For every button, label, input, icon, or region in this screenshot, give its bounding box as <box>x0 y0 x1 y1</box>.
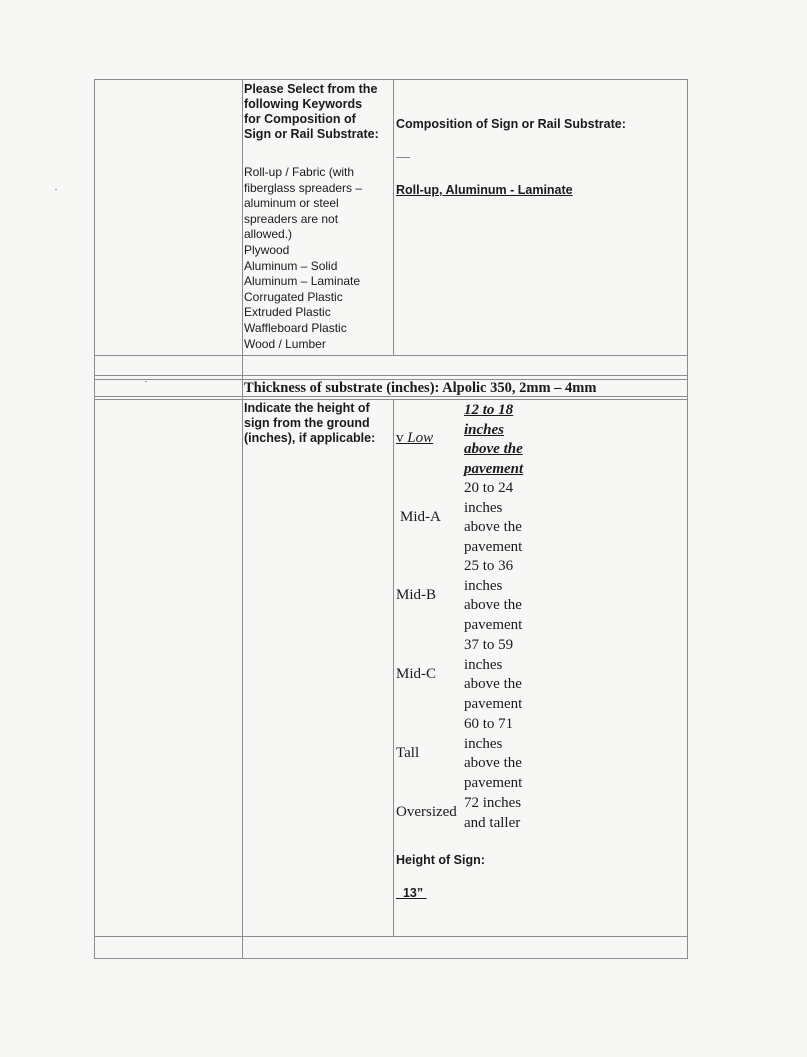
checkmark-v: v <box>396 430 408 446</box>
keyword-item: aluminum or steel <box>244 196 339 211</box>
prompt-line: (inches), if applicable: <box>244 431 376 445</box>
height-option-mid-c-desc <box>464 636 522 714</box>
height-option-tall: Tall <box>396 745 420 761</box>
prompt-line: Please Select from the <box>244 82 378 96</box>
desc-line: inches <box>464 577 503 594</box>
height-option-mid-b-desc <box>464 557 522 635</box>
desc-line: 60 to 71 <box>464 716 514 732</box>
height-answer-value <box>396 886 427 901</box>
height-option-mid-c: Mid-C <box>396 666 437 682</box>
height-prompt <box>244 401 375 446</box>
keyword-item: Aluminum – Laminate <box>244 274 361 289</box>
scan-speck <box>145 381 147 382</box>
desc-line: pavement <box>464 774 523 791</box>
keyword-item: Waffleboard Plastic <box>244 320 347 335</box>
prompt-line: for Composition of <box>244 112 356 126</box>
table-border-top <box>94 79 688 80</box>
height-answer-label: Height of Sign: <box>396 853 485 867</box>
desc-line: and taller <box>464 814 521 831</box>
height-value: 13” <box>402 886 424 900</box>
desc-line: above the <box>464 519 522 535</box>
height-option-low <box>396 429 433 449</box>
option-name-low: Low <box>407 430 434 446</box>
desc-line: 25 to 36 <box>464 558 514 574</box>
desc-line: 37 to 59 <box>464 637 514 653</box>
keyword-item: spreaders are not <box>244 211 339 226</box>
keyword-item: Roll-up / Fabric (with <box>244 165 355 179</box>
height-option-oversized: Oversized <box>396 804 457 820</box>
height-option-mid-a: Mid-A <box>400 509 441 525</box>
desc-line: inches <box>464 421 505 438</box>
composition-keyword-list <box>244 165 362 352</box>
desc-line: inches <box>464 656 503 673</box>
table-border-left <box>94 79 95 959</box>
desc-line: 20 to 24 <box>464 480 514 496</box>
row-divider <box>94 399 688 400</box>
desc-line: pavement <box>464 460 524 477</box>
height-option-low-desc <box>464 401 523 479</box>
composition-answer-blank: __ <box>396 145 410 159</box>
desc-line: pavement <box>464 538 523 555</box>
height-option-oversized-desc <box>464 794 521 833</box>
keyword-item: Aluminum – Solid <box>244 258 338 273</box>
composition-answer-value: Roll-up, Aluminum - Laminate <box>396 183 573 197</box>
desc-line: inches <box>464 499 503 516</box>
keyword-item: Wood / Lumber <box>244 336 326 351</box>
prompt-line: sign from the ground <box>244 416 370 430</box>
column-divider <box>393 399 394 937</box>
desc-line: above the <box>464 597 522 613</box>
row-divider <box>94 936 688 937</box>
desc-line: above the <box>464 676 522 692</box>
desc-line: pavement <box>464 616 523 633</box>
prompt-line: Sign or Rail Substrate: <box>244 127 379 141</box>
desc-line: 72 inches <box>464 795 522 811</box>
height-option-mid-b: Mid-B <box>396 587 437 603</box>
height-option-mid-a-desc <box>464 479 522 557</box>
column-divider <box>242 79 243 959</box>
desc-line: above the <box>464 755 522 771</box>
height-option-tall-desc <box>464 715 522 793</box>
keyword-item: Corrugated Plastic <box>244 289 343 304</box>
prompt-line: Indicate the height of <box>244 401 370 415</box>
keyword-item: Extruded Plastic <box>244 305 331 320</box>
prompt-line: following Keywords <box>244 97 363 111</box>
desc-line: above the <box>464 441 523 457</box>
row-divider <box>94 355 688 356</box>
keyword-item: Plywood <box>244 242 290 257</box>
table-border-bottom <box>94 958 688 959</box>
composition-answer-label: Composition of Sign or Rail Substrate: <box>396 117 626 131</box>
scan-speck <box>55 189 57 190</box>
keyword-item: fiberglass spreaders – <box>244 180 363 195</box>
desc-line: 12 to 18 <box>464 402 514 418</box>
composition-prompt <box>244 82 379 142</box>
desc-line: pavement <box>464 695 523 712</box>
desc-line: inches <box>464 735 503 752</box>
thickness-of-substrate: Thickness of substrate (inches): Alpolic 350, 2mm – 4mm <box>244 380 597 396</box>
table-border-right <box>687 79 688 959</box>
keyword-item: allowed.) <box>244 227 293 242</box>
column-divider <box>393 79 394 356</box>
row-divider <box>94 375 688 376</box>
